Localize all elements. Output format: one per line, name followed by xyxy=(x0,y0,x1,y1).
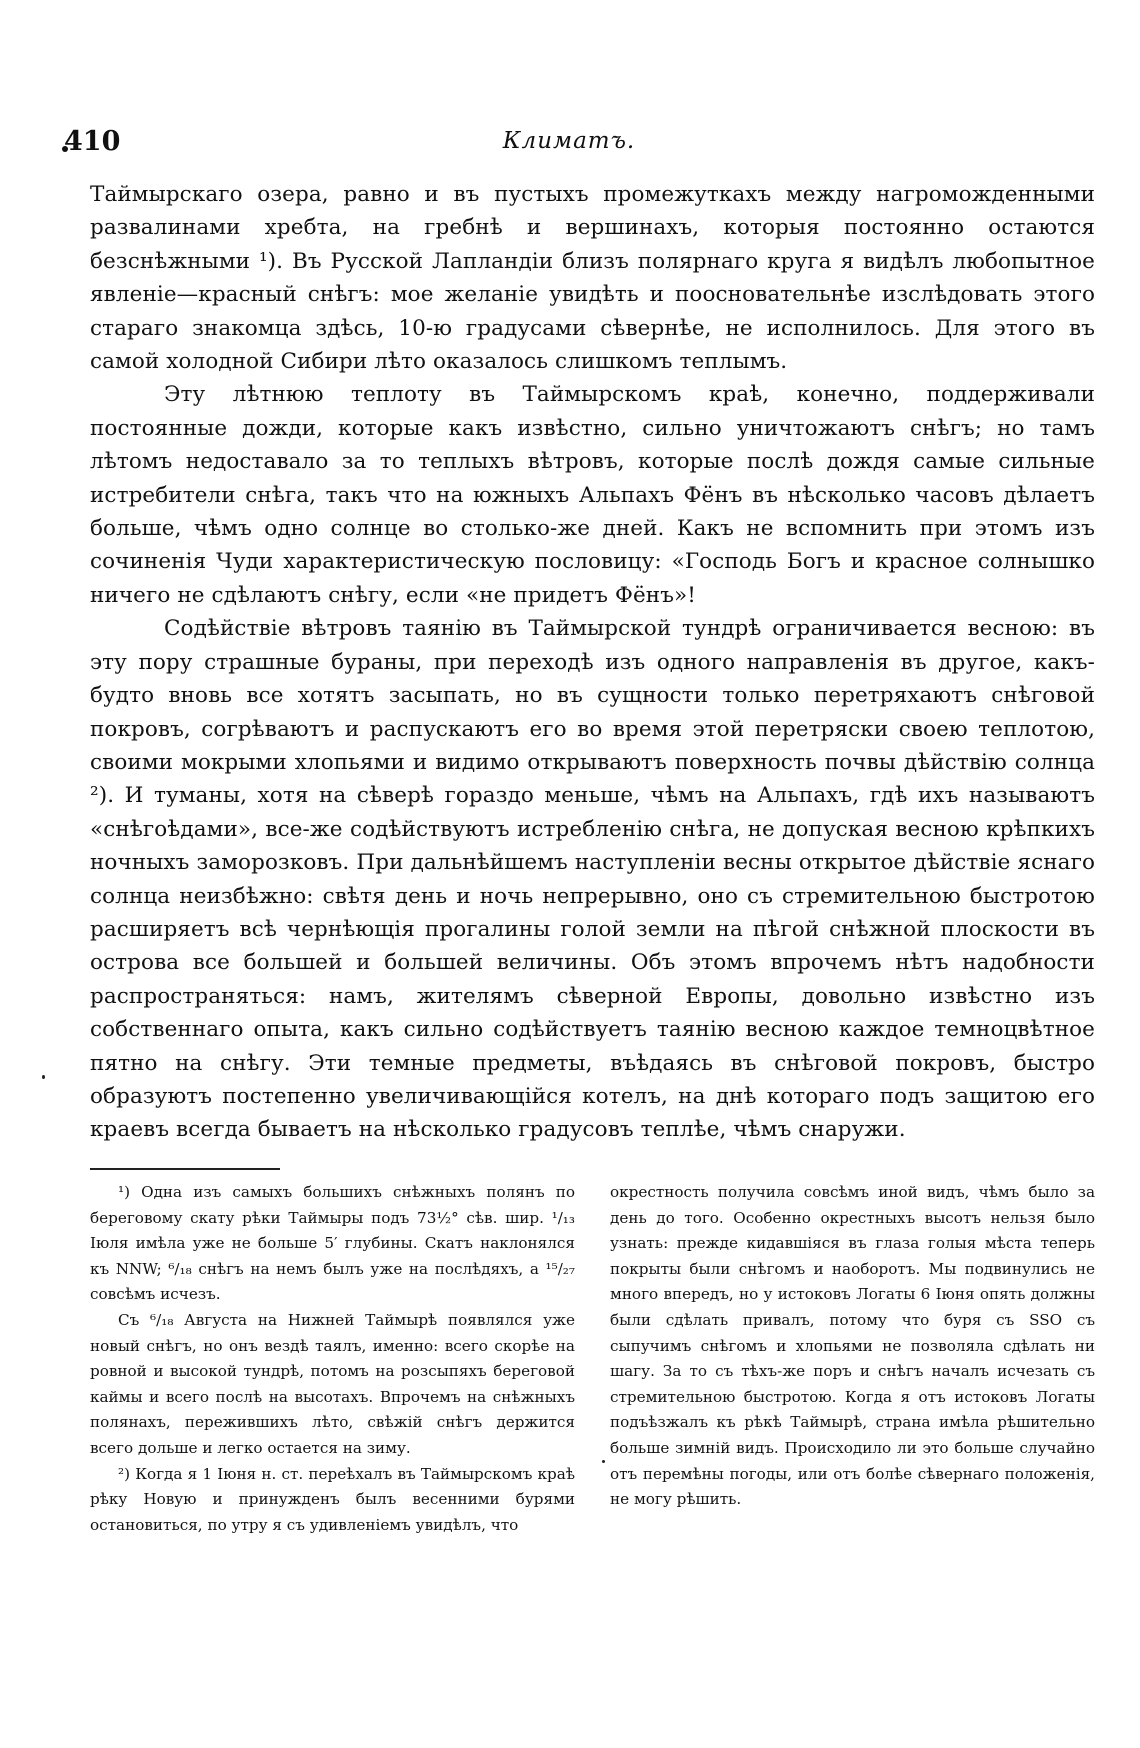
running-title: Климатъ. xyxy=(502,128,636,154)
paragraph: Эту лѣтнюю теплоту въ Таймырскомъ краѣ, конечно, поддерживали постоянные дожди, которые какъ извѣстно, сильно уничтожаютъ снѣгъ; но тамъ лѣтомъ недоставало за то теплыхъ вѣтровъ, которые послѣ дождя самые сильные истребители снѣга, такъ что на южныхъ Альпахъ Фёнъ въ нѣсколько часовъ дѣлаетъ больше, чѣмъ одно солнце во столько-же дней. Какъ не вспомнить при этомъ изъ сочиненія Чуди характеристическую пословицу: «Господь Богъ и красное солнышко ничего не сдѣлаютъ снѣгу, если «не придетъ Фёнъ»! xyxy=(90,382,1095,608)
footnotes-left-column xyxy=(90,1180,575,1538)
footnote: ²) Когда я 1 Іюня н. ст. переѣхалъ въ Таймырскомъ краѣ рѣку Новую и принужденъ былъ весенними бурями остановиться, по утру я съ удивленіемъ увидѣлъ, что xyxy=(90,1464,575,1534)
paragraph: Содѣйствіе вѣтровъ таянію въ Таймырской тундрѣ ограничивается весною: въ эту пору страшные бураны, при переходѣ изъ одного направленія въ другое, какъ-будто вновь все хотятъ засыпать, но въ сущности только перетряхаютъ снѣговой покровъ, согрѣваютъ и распускаютъ его во время этой перетряски своею теплотою, своими мокрыми хлопьями и видимо открываютъ поверхность почвы дѣйствію солнца ²). И туманы, хотя на сѣверѣ гораздо меньше, чѣмъ на Альпахъ, гдѣ ихъ называютъ «снѣгоѣдами», все-же содѣйствуютъ истребленію снѣга, не допуская весною крѣпкихъ ночныхъ заморозковъ. При дальнѣйшемъ наступленіи весны открытое дѣйствіе яснаго солнца неизбѣжно: свѣтя день и ночь непрерывно, оно съ стремительною быстротою расширяетъ всѣ чернѣющія прогалины голой земли на пѣгой снѣжной плоскости въ острова все большей и большей величины. Объ этомъ впрочемъ нѣтъ надобности распространяться: намъ, жителямъ сѣверной Европы, довольно извѣстно изъ собственнаго опыта, какъ сильно содѣйствуетъ таянію весною каждое темноцвѣтное пятно на снѣгу. Эти темные предметы, въѣдаясь въ снѣговой покровъ, быстро образуютъ постепенно увеличивающійся котелъ, на днѣ котораго подъ защитою его краевъ всегда бываетъ на нѣсколько градусовъ теплѣе, чѣмъ снаружи. xyxy=(90,616,1095,1143)
footnotes-right-column xyxy=(610,1180,1095,1538)
main-text xyxy=(90,178,1095,1147)
page-header xyxy=(64,126,1074,166)
footnote: окрестность получила совсѣмъ иной видъ, чѣмъ было за день до того. Особенно окрестныхъ высотъ нельзя было узнать: прежде кидавшіяся въ глаза голыя мѣста теперь покрыты были снѣгомъ и наоборотъ. Мы подвинулись не много впередъ, но у истоковъ Логаты 6 Іюня опять должны были сдѣлать привалъ, потому что буря съ SSO съ сыпучимъ снѣгомъ и хлопьями не позволяла сдѣлать ни шагу. За то съ тѣхъ-же поръ и снѣгъ началъ исчезать съ стремительною быстротою. Когда я отъ истоковъ Логаты подъѣзжалъ къ рѣкѣ Таймырѣ, страна имѣла рѣшительно больше зимній видъ. Происходило ли это больше случайно отъ перемѣны погоды, или отъ болѣе сѣвернаго положенія, не могу рѣшить. xyxy=(610,1183,1095,1509)
paragraph: Таймырскаго озера, равно и въ пустыхъ промежуткахъ между нагроможденными развалинами хребта, на гребнѣ и вершинахъ, которыя постоянно остаются безснѣжными ¹). Въ Русской Лапландіи близъ полярнаго круга я видѣлъ любопытное явленіе—красный снѣгъ: мое желаніе увидѣть и поосновательнѣе изслѣдовать этого стараго знакомца здѣсь, 10-ю градусами сѣвернѣе, не исполнилось. Для этого въ самой холодной Сибири лѣто оказалось слишкомъ теплымъ. xyxy=(90,182,1095,375)
footnote: ¹) Одна изъ самыхъ большихъ снѣжныхъ полянъ по береговому скату рѣки Таймыры подъ 73½° сѣв. шир. ¹/₁₃ Іюля имѣла уже не больше 5′ глубины. Скатъ наклонялся къ NNW; ⁶/₁₈ снѣгъ на немъ былъ уже на послѣдяхъ, а ¹⁵/₂₇ совсѣмъ исчезъ. xyxy=(90,1183,575,1304)
footnotes xyxy=(90,1180,1095,1538)
page-number: 410 xyxy=(64,126,121,157)
paper-speck xyxy=(42,1075,45,1079)
footnote-rule xyxy=(90,1168,280,1170)
paper-speck xyxy=(602,1460,605,1463)
footnote: Съ ⁶/₁₈ Августа на Нижней Таймырѣ появлялся уже новый снѣгъ, но онъ вездѣ таялъ, именно: всего скорѣе на ровной и высокой тундрѣ, потомъ на розсыпяхъ береговой каймы и всего послѣ на высотахъ. Впрочемъ на снѣжныхъ полянахъ, пережившихъ лѣто, свѣжій снѣгъ держится всего дольше и легко остается на зиму. xyxy=(90,1310,575,1457)
